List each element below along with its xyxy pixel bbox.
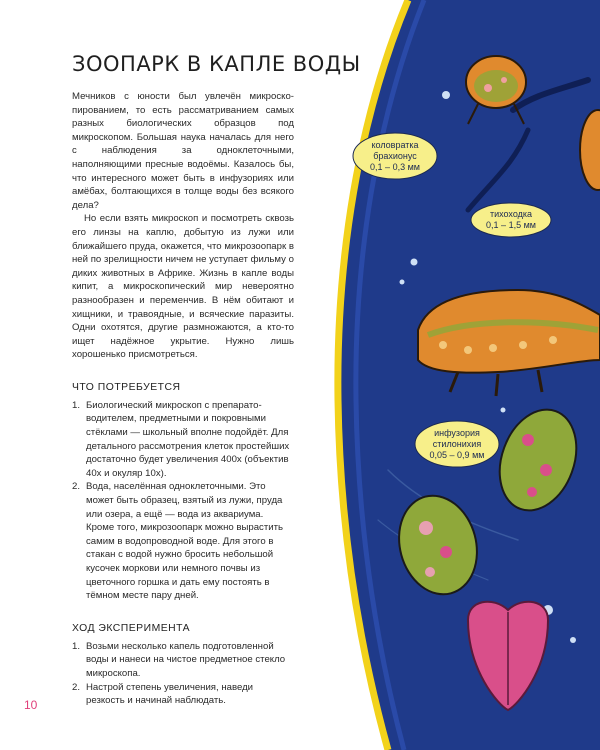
text-column (72, 52, 361, 708)
label-line: 0,1 – 1,5 мм (486, 220, 536, 230)
intro-paragraph-2: Но если взять микроскоп и посмотреть сквозь его линзы на каплю, добытую из лужи или ближайшего пруда, окажется, что микрозоопарк в ней по зрелищности ничем не уступает фильму о диких животных в Африке. Жизнь в капле воды кипит, а микроскопический мир невероятно разнообразен и переменчив. В нём обитают и хищники, и травоядные, и всяческие паразиты. Одни охотятся, другие размножаются, а кто-то ищет надёжное укрытие. Нужно лишь хорошенько присмотреться. (72, 213, 294, 361)
list-text: Биологический микроскоп с препаратоводителем, предметными и покровными стёклами — школьный вполне подойдёт. Для детального рассмотрения клеток простейших достаточно будет увеличения 400х (объектив 40х и окуляр 10х). (86, 399, 290, 479)
page-number: 10 (24, 698, 38, 712)
list-text: Вода, населённая одноклеточными. Это может быть образец, взятый из лужи, пруда или озера, а ещё — вода из аквариума. Кроме того, микрозоопарк можно вырастить самим в водопроводной воде. Для этого в стакан с водой нужно бросить небольшой кусочек моркови или немного почвы из цветочного горшка и дать ему постоять в тёмном месте пару дней. (86, 481, 283, 602)
intro-paragraph-1: Мечников с юности был увлечён микроскопированием, то есть рассматриванием самых разных биологических образцов под микроскопом. Большая наука началась для него с наблюдения за одноклеточными, наполняющими пресные водоёмы. Казалось бы, что интересного может быть в инфузориях или амёбах, болтающихся в толще воды без всякого дела? (72, 91, 294, 211)
label-line: 0,1 – 0,3 мм (370, 162, 420, 172)
list-number: 2. (72, 481, 81, 493)
needed-heading: ЧТО ПОТРЕБУЕТСЯ (72, 381, 181, 393)
procedure-item-1 (72, 640, 294, 681)
page-title: ЗООПАРК В КАПЛЕ ВОДЫ (72, 52, 361, 76)
list-number: 1. (72, 640, 81, 652)
label-line: 0,05 – 0,9 мм (429, 450, 485, 460)
label-line: коловратка (371, 140, 419, 150)
label-stylonychia (414, 420, 500, 468)
bubble (442, 91, 450, 99)
procedure-list (72, 640, 294, 708)
list-number: 2. (72, 681, 81, 693)
label-line: инфузория (434, 428, 480, 438)
procedure-item-2 (72, 681, 294, 708)
needed-list (72, 399, 294, 603)
label-line: тихоходка (489, 209, 533, 219)
bubble (501, 408, 506, 413)
label-line: брахионус (373, 151, 417, 161)
list-text: Настрой степень увеличения, наведи резкость и начинай наблюдать. (86, 681, 254, 707)
label-line: стилонихия (432, 439, 482, 449)
list-text: Возьми несколько капель подготовленной воды и нанеси на чистое предметное стекло микроскопа. (86, 640, 286, 679)
intro-text (72, 90, 294, 362)
label-rotifer (352, 132, 438, 180)
bubble (570, 637, 576, 643)
procedure-heading: ХОД ЭКСПЕРИМЕНТА (72, 622, 191, 634)
needed-item-2 (72, 480, 294, 602)
list-number: 1. (72, 399, 81, 411)
bubble (411, 259, 418, 266)
bubble (400, 280, 405, 285)
needed-item-1 (72, 399, 294, 481)
water-drop-illustration (318, 0, 600, 750)
label-tardigrade (470, 202, 552, 238)
